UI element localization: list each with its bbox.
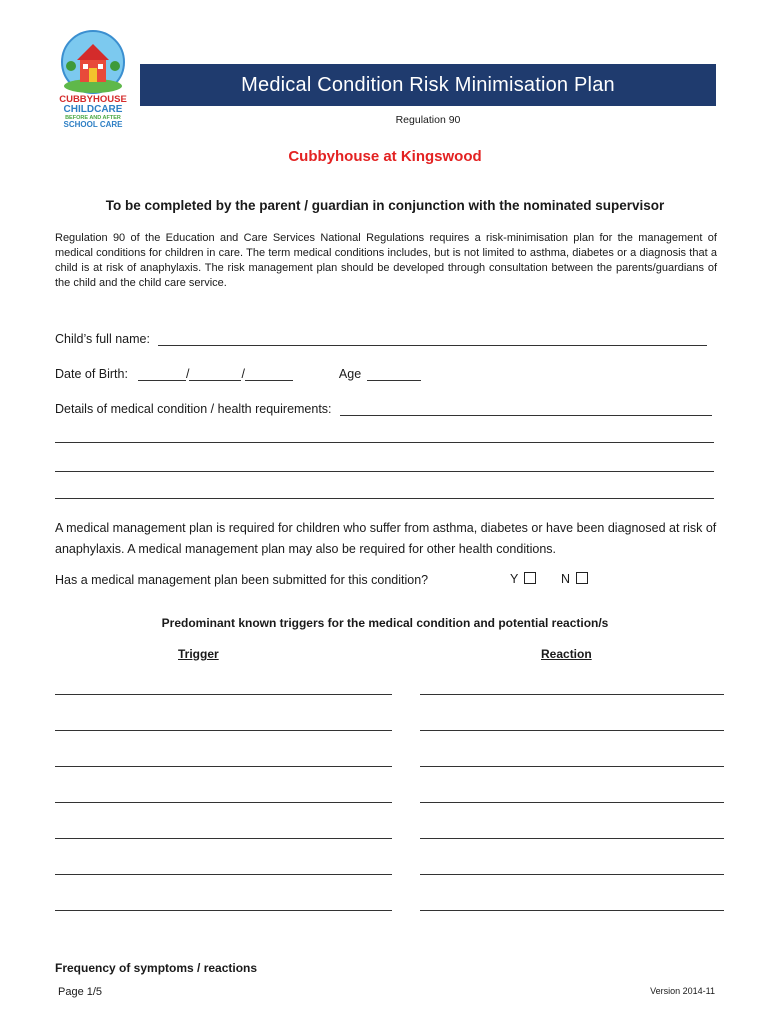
trigger-line[interactable] <box>55 838 392 839</box>
dob-separator: / <box>185 367 190 381</box>
dob-year-field[interactable] <box>245 368 293 381</box>
no-checkbox[interactable] <box>576 572 588 584</box>
dob-label: Date of Birth: <box>55 367 128 381</box>
age-label: Age <box>338 367 362 381</box>
medical-details-line[interactable] <box>55 498 714 499</box>
reaction-line[interactable] <box>420 910 724 911</box>
child-name-row <box>55 332 707 346</box>
centre-name: Cubbyhouse at Kingswood <box>288 148 482 165</box>
triggers-heading: Predominant known triggers for the medical condition and potential reaction/s <box>161 616 609 630</box>
trigger-line[interactable] <box>55 802 392 803</box>
no-label: N <box>561 572 571 586</box>
reaction-line[interactable] <box>420 730 724 731</box>
reaction-line[interactable] <box>420 694 724 695</box>
svg-text:SCHOOL CARE: SCHOOL CARE <box>63 120 123 129</box>
dob-separator: / <box>241 367 245 381</box>
child-name-label: Child’s full name: <box>55 332 150 346</box>
medical-details-field[interactable] <box>340 403 712 416</box>
dob-day-field[interactable] <box>138 368 186 381</box>
svg-text:BEFORE AND AFTER: BEFORE AND AFTER <box>65 115 121 121</box>
reaction-line[interactable] <box>420 802 724 803</box>
page-number: Page 1/5 <box>58 986 103 998</box>
dob-month-field[interactable] <box>189 368 241 381</box>
trigger-line[interactable] <box>55 766 392 767</box>
reaction-column-header: Reaction <box>541 647 592 661</box>
cubbyhouse-logo <box>55 26 133 130</box>
child-name-field[interactable] <box>158 333 707 346</box>
medical-details-label: Details of medical condition / health requirements: <box>55 402 332 416</box>
svg-text:CHILDCARE: CHILDCARE <box>63 104 123 115</box>
no-option <box>561 572 588 586</box>
reaction-line[interactable] <box>420 766 724 767</box>
dob-row <box>55 367 455 381</box>
intro-paragraph: Regulation 90 of the Education and Care Services National Regulations requires a risk-minimisation plan for the management of medical conditions for children in care. The term medical conditions includes, but is not limited to asthma, diabetes or a diagnosis that a child is at risk of anaphylaxis. The risk management plan should be developed through consultation between the parents/guardians of the child and the child care service. <box>55 232 717 289</box>
trigger-column-header: Trigger <box>178 647 219 661</box>
trigger-line[interactable] <box>55 694 392 695</box>
management-plan-paragraph: A medical management plan is required for children who suffer from asthma, diabetes or have been diagnosed at risk of anaphylaxis. A medical management plan may also be required for other health conditions. <box>55 521 717 556</box>
medical-details-line[interactable] <box>55 471 714 472</box>
trigger-line[interactable] <box>55 874 392 875</box>
management-plan-question: Has a medical management plan been submitted for this condition? <box>55 573 429 587</box>
yes-checkbox[interactable] <box>524 572 536 584</box>
age-field[interactable] <box>367 368 421 381</box>
reaction-line[interactable] <box>420 838 724 839</box>
svg-text:CUBBYHOUSE: CUBBYHOUSE <box>59 94 127 105</box>
title-bar <box>140 64 716 106</box>
trigger-line[interactable] <box>55 730 392 731</box>
yes-label: Y <box>510 572 519 586</box>
medical-details-line[interactable] <box>55 442 714 443</box>
frequency-heading: Frequency of symptoms / reactions <box>55 961 258 975</box>
trigger-line[interactable] <box>55 910 392 911</box>
completion-instruction: To be completed by the parent / guardian in conjunction with the nominated supervisor <box>105 198 665 213</box>
regulation-label: Regulation 90 <box>395 114 461 126</box>
page-title: Medical Condition Risk Minimisation Plan <box>241 73 615 96</box>
version-label: Version 2014-11 <box>650 986 715 996</box>
yes-option <box>510 572 536 586</box>
reaction-line[interactable] <box>420 874 724 875</box>
medical-details-row <box>55 402 712 416</box>
